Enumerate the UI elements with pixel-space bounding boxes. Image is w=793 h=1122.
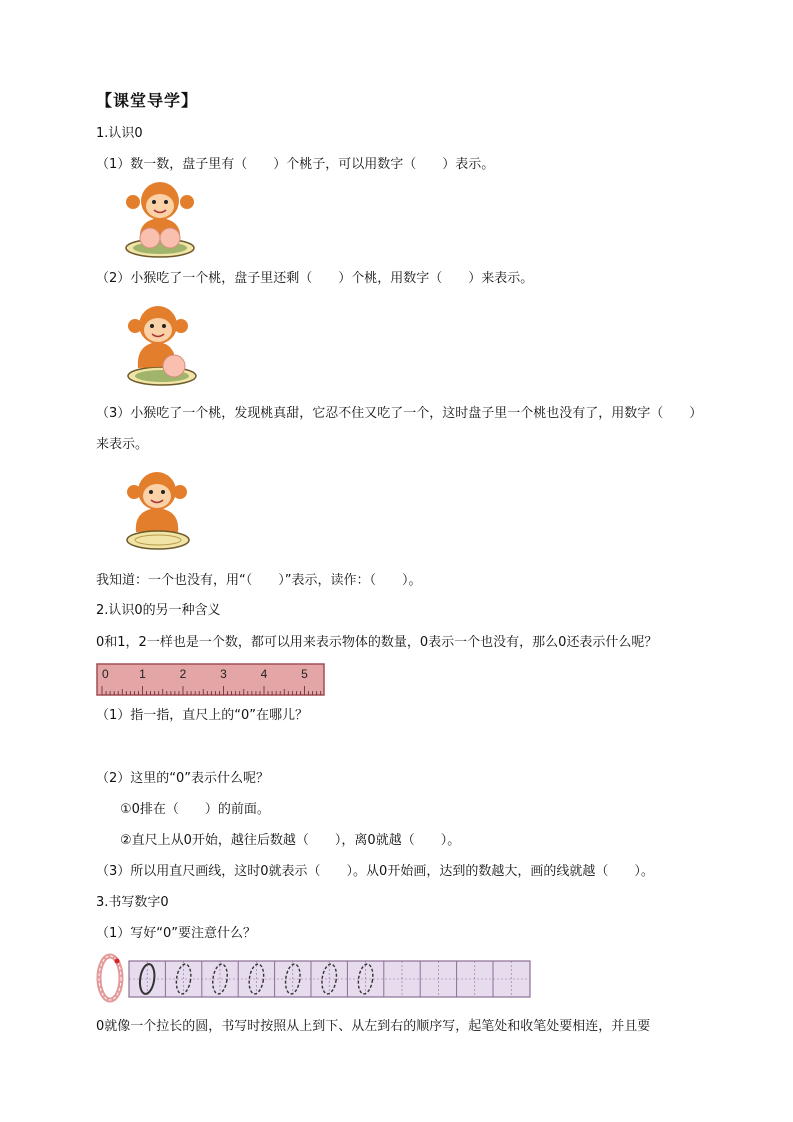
part1-question-1: （1）数一数，盘子里有（ ）个桃子，可以用数字（ ）表示。 <box>96 157 495 172</box>
empty-plate <box>127 531 189 549</box>
part1-question-2: （2）小猴吃了一个桃，盘子里还剩（ ）个桃，用数字（ ）来表示。 <box>96 271 534 286</box>
monkey-ear-left <box>126 195 140 209</box>
leaves <box>133 242 187 254</box>
start-dot <box>115 959 120 964</box>
ruler-illustration <box>96 663 326 697</box>
monkey-two-peaches-illustration <box>120 180 200 262</box>
part2-intro: 0和1，2一样也是一个数，都可以用来表示物体的数量，0表示一个也没有，那么0还表示什么呢？ <box>96 635 658 650</box>
ruler-body <box>97 664 324 695</box>
peach <box>163 355 185 377</box>
tracing-grid <box>128 960 532 998</box>
section-title: 【课堂导学】 <box>96 91 199 110</box>
monkey-body <box>136 508 178 532</box>
monkey-eye-right <box>162 324 166 328</box>
ruler-label: 2 <box>179 667 187 681</box>
monkey-one-peach-illustration <box>124 300 200 390</box>
peach-2 <box>160 228 180 248</box>
ruler-label: 1 <box>139 667 146 681</box>
ruler-label: 0 <box>102 667 109 681</box>
part2-question-2-b: ②直尺上从0开始，越往后数越（ ），离0就越（ ）。 <box>120 833 461 848</box>
peach-1 <box>140 228 160 248</box>
part1-i-know: 我知道：一个也没有，用“（ ）”表示，读作：（ ）。 <box>96 573 422 588</box>
monkey-empty-plate-illustration <box>124 468 192 552</box>
part3-question-1: （1）写好“0”要注意什么？ <box>96 926 257 941</box>
monkey-eye-left <box>149 490 153 494</box>
monkey-eye-left <box>150 324 154 328</box>
monkey-face <box>144 318 172 342</box>
monkey-face <box>143 484 171 508</box>
part2-question-2-a: ①0排在（ ）的前面。 <box>120 802 270 817</box>
part1-question-3-line-1: （3）小猴吃了一个桃，发现桃真甜，它忍不住又吃了一个，这时盘子里一个桃也没有了，用数字（ ） <box>96 406 703 421</box>
monkey-face <box>146 194 174 218</box>
part1-heading: 1.认识0 <box>96 126 143 141</box>
part2-question-2: （2）这里的“0”表示什么呢？ <box>96 771 270 786</box>
monkey-eye-right <box>164 200 168 204</box>
part3-note: 0就像一个拉长的圆，书写时按照从上到下、从左到右的顺序写，起笔处和收笔处要相连，并且要 <box>96 1019 651 1034</box>
part2-heading: 2.认识0的另一种含义 <box>96 603 221 618</box>
zero-stroke-order-example <box>96 952 126 1004</box>
monkey-eye-left <box>152 200 156 204</box>
ruler-label: 5 <box>301 667 308 681</box>
part2-question-1: （1）指一指，直尺上的“0”在哪儿？ <box>96 708 309 723</box>
part2-question-3: （3）所以用直尺画线，这时0就表示（ ）。从0开始画，达到的数越大，画的线就越（ ）。 <box>96 864 654 879</box>
monkey-ear-right <box>180 195 194 209</box>
ruler-label: 3 <box>220 667 227 681</box>
monkey-eye-right <box>161 490 165 494</box>
part1-question-3-line-2: 来表示。 <box>96 437 149 452</box>
part3-heading: 3.书写数字0 <box>96 895 169 910</box>
ruler-label: 4 <box>260 667 268 681</box>
